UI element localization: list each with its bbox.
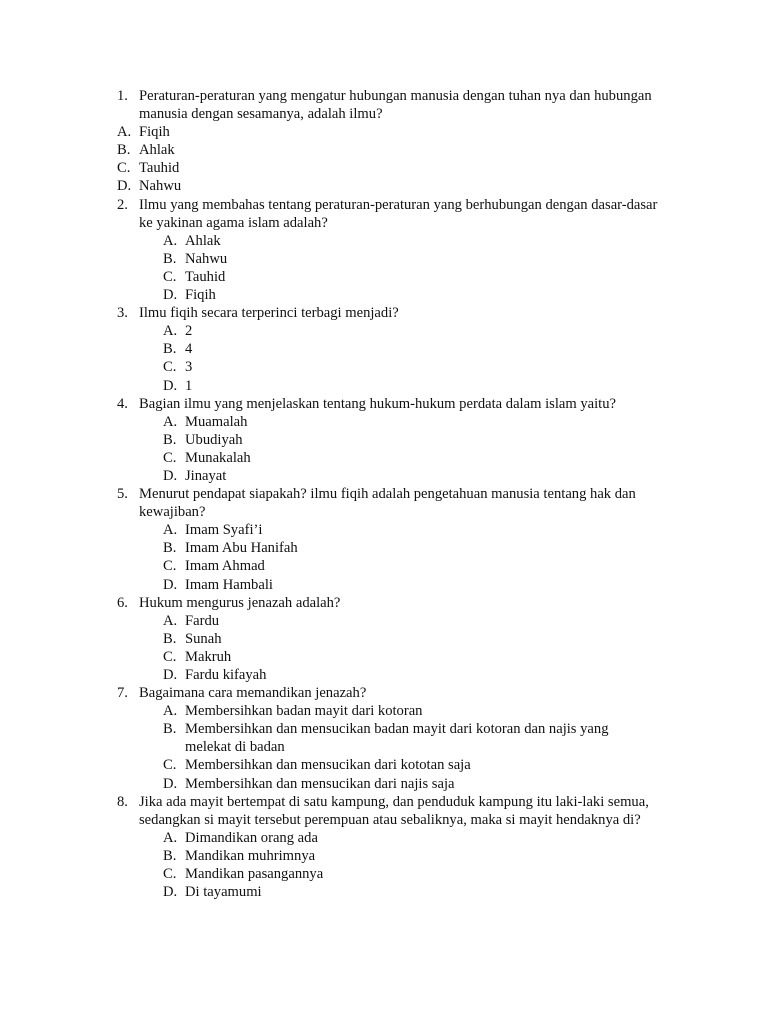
option-letter: D.: [163, 667, 178, 683]
question-1: [0, 87, 768, 196]
option-text: Mandikan muhrimnya: [185, 847, 316, 864]
option-c: [163, 865, 768, 883]
option-text: 3: [185, 359, 193, 376]
option-c: [163, 449, 768, 467]
option-text: Fardu kifayah: [185, 667, 267, 683]
option-text: Makruh: [185, 648, 232, 665]
option-a: [163, 413, 768, 431]
option-letter: C.: [163, 558, 177, 575]
option-letter: B.: [163, 250, 177, 267]
option-text: Tauhid: [139, 160, 180, 177]
option-letter: C.: [163, 648, 177, 665]
option-letter: D.: [117, 178, 132, 195]
option-d: [163, 576, 768, 594]
question-6: [0, 594, 768, 684]
option-a: [163, 702, 768, 720]
option-b: [117, 141, 768, 159]
option-d: [117, 177, 768, 195]
option-letter: C.: [163, 268, 177, 285]
option-b: [163, 630, 768, 648]
option-text: Nahwu: [185, 250, 228, 267]
option-d: [163, 286, 768, 304]
option-c: [163, 268, 768, 286]
question-8: [0, 793, 768, 902]
option-c: [163, 648, 768, 666]
option-letter: A.: [163, 612, 178, 629]
option-letter: B.: [163, 431, 177, 448]
option-text: Imam Hambali: [185, 576, 273, 593]
question-text: Peraturan-peraturan yang mengatur hubungan manusia dengan tuhan nya dan hubungan manusia dengan sesamanya, adalah ilmu?: [139, 88, 652, 123]
option-a: [163, 322, 768, 340]
option-text: Sunah: [185, 630, 222, 647]
option-letter: D.: [163, 775, 178, 792]
option-letter: A.: [163, 522, 178, 539]
option-letter: B.: [163, 341, 177, 358]
question-text: Jika ada mayit bertempat di satu kampung, dan penduduk kampung itu laki-laki semua, sedangkan si mayit tersebut perempuan atau sebaliknya, maka si mayit hendaknya di?: [139, 793, 649, 828]
question-number: 2.: [117, 196, 128, 213]
question-text: Bagian ilmu yang menjelaskan tentang hukum-hukum perdata dalam islam yaitu?: [139, 395, 617, 412]
option-letter: D.: [163, 467, 178, 484]
question-3: [0, 304, 768, 394]
option-text: Jinayat: [185, 467, 227, 484]
option-letter: A.: [163, 323, 178, 340]
option-text: Ubudiyah: [185, 431, 243, 448]
option-letter: C.: [163, 359, 177, 376]
option-text: Ahlak: [139, 142, 175, 159]
option-letter: D.: [163, 576, 178, 593]
option-text: Fardu: [185, 612, 220, 629]
question-2: [0, 196, 768, 305]
option-letter: C.: [163, 866, 177, 883]
question-4: [0, 395, 768, 485]
question-number: 6.: [117, 594, 128, 611]
option-b: [163, 250, 768, 268]
option-d: [163, 666, 768, 684]
option-d: [163, 883, 768, 901]
option-letter: A.: [117, 124, 132, 141]
option-letter: B.: [163, 630, 177, 647]
option-letter: A.: [163, 829, 178, 846]
option-letter: C.: [117, 160, 131, 177]
option-text: Di tayamumi: [185, 884, 262, 901]
option-a: [163, 232, 768, 250]
question-number: 8.: [117, 793, 128, 810]
option-letter: B.: [163, 847, 177, 864]
option-text: Nahwu: [139, 178, 182, 195]
question-number: 5.: [117, 486, 128, 503]
question-number: 4.: [117, 395, 128, 412]
option-text: Imam Abu Hanifah: [185, 540, 298, 557]
option-text: Membersihkan dan mensucikan badan mayit dari kotoran dan najis yang melekat di badan: [185, 721, 609, 756]
option-letter: A.: [163, 232, 178, 249]
option-text: Tauhid: [185, 268, 226, 285]
option-text: Ahlak: [185, 232, 221, 249]
option-text: Membersihkan dan mensucikan dari najis saja: [185, 775, 455, 792]
option-c: [163, 557, 768, 575]
question-text: Menurut pendapat siapakah? ilmu fiqih adalah pengetahuan manusia tentang hak dan kewajiban?: [139, 486, 636, 521]
option-text: Membersihkan dan mensucikan dari kototan saja: [185, 757, 471, 774]
option-b: [163, 539, 768, 557]
question-text: Ilmu fiqih secara terperinci terbagi menjadi?: [139, 305, 399, 322]
option-letter: A.: [163, 413, 178, 430]
option-letter: B.: [117, 142, 131, 159]
option-a: [163, 829, 768, 847]
question-text: Ilmu yang membahas tentang peraturan-peraturan yang berhubungan dengan dasar-dasar ke yakinan agama islam adalah?: [139, 196, 658, 231]
option-text: Dimandikan orang ada: [185, 829, 318, 846]
option-text: Fiqih: [185, 287, 216, 304]
question-number: 3.: [117, 305, 128, 322]
option-letter: D.: [163, 377, 178, 394]
option-text: Mandikan pasangannya: [185, 866, 324, 883]
option-d: [163, 467, 768, 485]
option-a: [163, 521, 768, 539]
option-letter: B.: [163, 721, 177, 738]
option-text: Muamalah: [185, 413, 248, 430]
question-number: 7.: [117, 685, 128, 702]
document-page: [0, 87, 768, 901]
option-c: [163, 756, 768, 774]
option-text: 1: [185, 377, 193, 394]
option-d: [163, 377, 768, 395]
option-text: Munakalah: [185, 449, 251, 466]
option-b: [163, 340, 768, 358]
option-letter: D.: [163, 287, 178, 304]
option-text: Fiqih: [139, 124, 170, 141]
option-c: [117, 159, 768, 177]
option-text: 2: [185, 323, 193, 340]
option-b: [163, 431, 768, 449]
question-5: [0, 485, 768, 594]
option-d: [163, 775, 768, 793]
option-b: [163, 847, 768, 865]
question-7: [0, 684, 768, 793]
option-letter: C.: [163, 449, 177, 466]
option-text: Imam Ahmad: [185, 558, 265, 575]
option-c: [163, 358, 768, 376]
option-letter: B.: [163, 540, 177, 557]
option-text: Membersihkan badan mayit dari kotoran: [185, 703, 423, 720]
option-letter: A.: [163, 703, 178, 720]
option-text: Imam Syafi’i: [185, 522, 263, 539]
option-b: [163, 720, 768, 756]
option-a: [163, 612, 768, 630]
option-letter: D.: [163, 884, 178, 901]
option-a: [117, 123, 768, 141]
option-letter: C.: [163, 757, 177, 774]
question-text: Bagaimana cara memandikan jenazah?: [139, 685, 367, 702]
question-number: 1.: [117, 88, 128, 104]
option-text: 4: [185, 341, 193, 358]
question-text: Hukum mengurus jenazah adalah?: [139, 594, 341, 611]
